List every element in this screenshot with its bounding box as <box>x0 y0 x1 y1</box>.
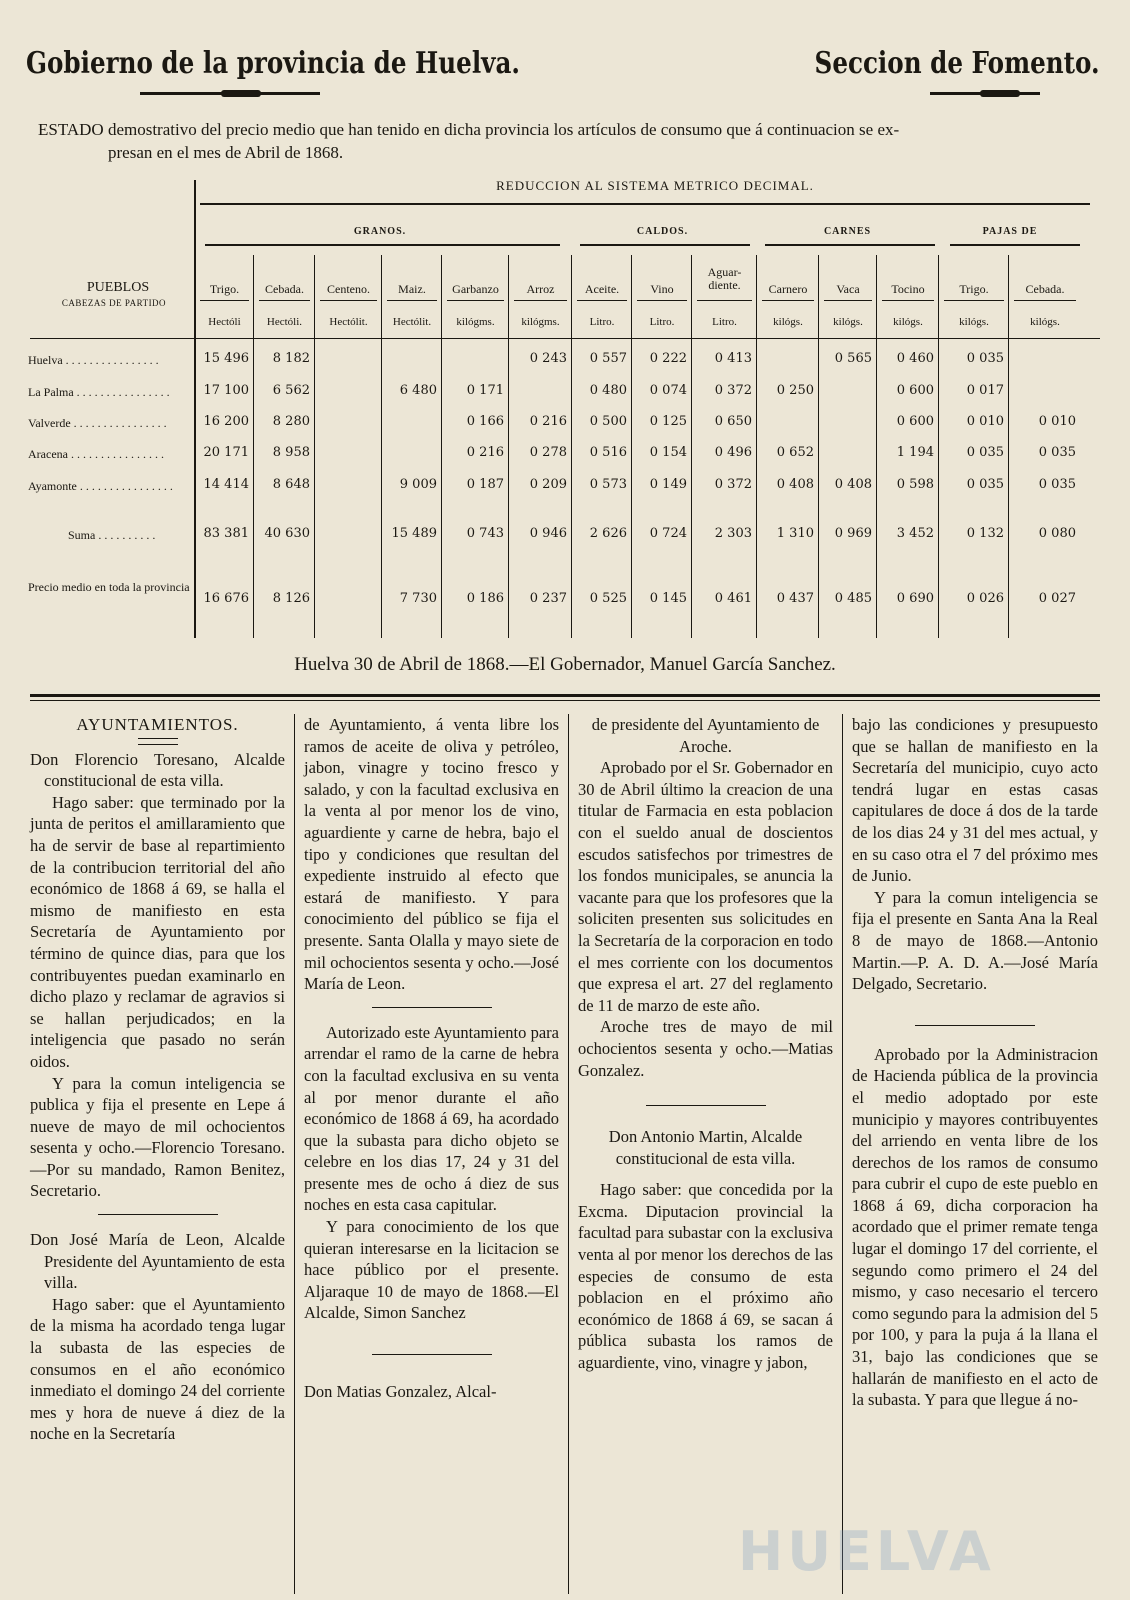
notice-martin-continued: bajo las condiciones y presupuesto que se hallan de manifiesto en la Secretaría del municipio, cuyo acto tendrá lugar en estas casas capitulares de doce á dos de la tarde de los dias 24 y 31 del mes actual, y en su caso otra el 7 del próximo mes de Junio. <box>852 715 1098 886</box>
table-cell: 8 280 <box>272 414 310 429</box>
section-rule-thin <box>30 700 1100 701</box>
column-rule <box>691 255 692 638</box>
column-unit: kilógs. <box>893 316 923 328</box>
group-pajas: PAJAS DE <box>982 226 1038 237</box>
table-cell: 0 525 <box>589 591 627 606</box>
column-header: Aceite. <box>584 282 620 296</box>
table-cell: 0 573 <box>589 477 627 492</box>
table-cell: 0 026 <box>966 591 1004 606</box>
column-unit: kilógs. <box>1030 316 1060 328</box>
column-unit: Litro. <box>712 316 737 328</box>
table-cell: 0 565 <box>834 351 872 366</box>
table-cell: 0 035 <box>1038 477 1076 492</box>
column-rule <box>756 255 757 638</box>
column-unit: Litro. <box>649 316 675 328</box>
table-cell: 14 414 <box>203 477 249 492</box>
table-cell: 0 186 <box>466 591 504 606</box>
notice-aroche-body: Aprobado por el Sr. Gobernador en 30 de Abril último la creacion de una titular de Farmacia en esta poblacion con el sueldo anual de doscientos escudos satisfechos por trimestres de los fondos municipales, se anuncia la vacante para que los profesores que la soliciten presenten sus solicitudes en la Secretaría de la corporacion en todo el mes corriente con los documentos que expresa el art. 27 del reglamento de 11 de marzo de este año. <box>578 758 833 1015</box>
table-cell: 0 154 <box>649 445 687 460</box>
estado-line-1: ESTADO demostrativo del precio medio que han tenido en dicha provincia los artículos de consumo que á continuacion se ex- <box>38 120 900 139</box>
column-rule <box>314 255 315 638</box>
group-granos: GRANOS. <box>353 226 407 237</box>
row-label: Precio medio en toda la provincia <box>28 580 190 594</box>
column-unit: Hectóli. <box>266 316 303 328</box>
column-divider <box>294 714 295 1594</box>
heading-double-rule <box>138 738 178 745</box>
row-label: Aracena . . . . . . . . . . . . . . . . <box>28 447 164 461</box>
column-header: Trigo. <box>209 282 240 296</box>
table-cell: 17 100 <box>203 383 249 398</box>
header-left-title: Gobierno de la provincia de Huelva. <box>26 46 520 81</box>
table-cell: 15 489 <box>391 526 437 541</box>
table-cell: 0 652 <box>776 445 814 460</box>
table-cell: 0 437 <box>776 591 814 606</box>
column-header: Vino <box>650 282 674 296</box>
column-unit: Hectólit. <box>329 316 368 328</box>
table-cell: 0 408 <box>834 477 872 492</box>
notice-hacienda-body: Aprobado por la Administracion de Hacienda pública de la provincia el medio adoptado por este municipio y mayores contribuyentes del arriendo en venta libre de los derechos de los ramos de consumo para cubrir el cupo de este pueblo en 1868 á 69, dicha corporacion ha acordado que el primer remate tenga lugar el domingo 17 del corriente, el segundo como primero el 24 del mismo, y caso necesario el tercero como segundo para la admision del 5 por 100, y para la puja á la llana el 31, bajo las condiciones que se hallarán de manifiesto en el acto de la subasta. Y para que llegue á no- <box>852 1044 1098 1410</box>
notice-toresano-close: Y para la comun inteligencia se publica y fija el presente en Lepe á nueve de mayo de mil ochocientos sesenta y ocho.—Florencio Toresano.—Por su mandado, Ramon Benitez, Secretario. <box>30 1073 285 1201</box>
table-signature: Huelva 30 de Abril de 1868.—El Gobernador, Manuel García Sanchez. <box>294 654 836 675</box>
table-cell: 3 452 <box>896 526 934 541</box>
unit-rule <box>762 300 814 301</box>
notice-martin-title: Don Antonio Martin, Alcalde constitucional de esta villa. <box>608 1127 803 1168</box>
table-cell: 0 516 <box>589 445 627 460</box>
column-unit: kilógs. <box>833 316 863 328</box>
column-unit: Hectóli <box>208 316 241 328</box>
table-cell: 8 648 <box>272 477 310 492</box>
unit-rule <box>637 300 687 301</box>
column-divider <box>568 714 569 1594</box>
ayuntamientos-heading: AYUNTAMIENTOS. <box>76 715 239 734</box>
notice-aroche-close: Aroche tres de mayo de mil ochocientos sesenta y ocho.—Matias Gonzalez. <box>578 1017 833 1080</box>
column-header: Cebada. <box>1025 282 1065 296</box>
table-cell: 0 222 <box>649 351 687 366</box>
column-rule <box>441 255 442 638</box>
table-header-rule <box>30 338 1100 339</box>
group-rule-granos <box>205 244 560 246</box>
table-cell: 0 557 <box>589 351 627 366</box>
table-cell: 0 080 <box>1038 526 1076 541</box>
separator <box>372 1354 492 1355</box>
column-header: Tocino <box>891 282 925 296</box>
header-right-title: Seccion de Fomento. <box>814 46 1100 81</box>
table-cell: 0 074 <box>649 383 687 398</box>
notice-leon-title: Don José María de Leon, Alcalde Presidente del Ayuntamiento de esta villa. <box>30 1230 285 1293</box>
column-header: Trigo. <box>959 282 989 296</box>
table-cell: 0 149 <box>649 477 687 492</box>
group-rule-carnes <box>765 244 935 246</box>
column-header: Maiz. <box>398 282 426 296</box>
table-cell: 0 027 <box>1038 591 1076 606</box>
table-cell: 0 690 <box>896 591 934 606</box>
table-super-header: REDUCCION AL SISTEMA METRICO DECIMAL. <box>496 178 814 193</box>
table-cell: 15 496 <box>203 351 249 366</box>
table-cell: 0 480 <box>589 383 627 398</box>
table-cell: 0 500 <box>589 414 627 429</box>
column-rule <box>631 255 632 638</box>
table-cell: 0 600 <box>896 414 934 429</box>
column-rule <box>508 255 509 638</box>
group-carnes: CARNES <box>823 226 872 237</box>
notice-gonzalez-title-start: Don Matias Gonzalez, Alcal- <box>304 1382 497 1402</box>
table-cell: 0 035 <box>966 351 1004 366</box>
table-cell: 0 413 <box>714 351 752 366</box>
table-cell: 7 730 <box>399 591 437 606</box>
unit-rule <box>1014 300 1076 301</box>
table-cell: 0 010 <box>966 414 1004 429</box>
column-header: Garbanzo <box>452 282 499 296</box>
table-cell: 6 480 <box>399 383 437 398</box>
table-cell: 8 126 <box>272 591 310 606</box>
table-cell: 0 372 <box>714 477 752 492</box>
table-cell: 0 035 <box>1038 445 1076 460</box>
table-cell: 0 278 <box>529 445 567 460</box>
table-cell: 0 946 <box>529 526 567 541</box>
column-header: Centeno. <box>327 282 370 296</box>
table-cell: 83 381 <box>203 526 249 541</box>
table-cell: 2 303 <box>714 526 752 541</box>
column-unit: kilógms. <box>456 316 495 328</box>
table-cell: 8 958 <box>272 445 310 460</box>
notice-gonzalez-title-end: de presidente del Ayuntamiento de Aroche. <box>591 715 820 756</box>
unit-rule <box>697 300 752 301</box>
column-1 <box>30 714 285 1445</box>
table-left-rule <box>194 180 196 638</box>
column-2 <box>304 714 559 1403</box>
section-rule-thick <box>30 694 1100 697</box>
pueblos-header: PUEBLOS <box>86 280 150 295</box>
column-unit: kilógs. <box>959 316 989 328</box>
table-cell: 0 017 <box>966 383 1004 398</box>
column-header: Aguar-diente. <box>707 265 742 292</box>
notice-leon-continued: de Ayuntamiento, á venta libre los ramos de aceite de oliva y petróleo, jabon, vinagre y tocino fresco y salado, y con la facultad exclusiva en la venta al por menor los de vino, aguardiente y carne de hebra, bajo el tipo y condiciones que resultan del expediente instruido al efecto que estará de manifiesto. Y para conocimiento del público se fija el presente. Santa Olalla y mayo siete de mil ochocientos sesenta y ocho.—José María de Leon. <box>304 715 559 994</box>
column-header: Carnero <box>768 282 808 296</box>
table-cell: 0 724 <box>649 526 687 541</box>
row-label: Ayamonte . . . . . . . . . . . . . . . . <box>28 479 173 493</box>
table-cell: 20 171 <box>203 445 249 460</box>
column-unit: kilógs. <box>773 316 803 328</box>
table-cell: 0 209 <box>529 477 567 492</box>
unit-rule <box>259 300 310 301</box>
separator <box>646 1105 766 1106</box>
row-label: Suma . . . . . . . . . . <box>68 528 156 542</box>
separator <box>372 1007 492 1008</box>
unit-rule <box>387 300 437 301</box>
unit-rule <box>577 300 627 301</box>
table-cell: 0 166 <box>466 414 504 429</box>
library-watermark: HUELVA <box>738 1520 995 1583</box>
table-cell: 0 010 <box>1038 414 1076 429</box>
header-ornament-right <box>930 92 1040 95</box>
table-cell: 16 200 <box>203 414 249 429</box>
table-cell: 0 132 <box>966 526 1004 541</box>
column-rule <box>253 255 254 638</box>
table-cell: 0 372 <box>714 383 752 398</box>
unit-rule <box>944 300 1004 301</box>
table-cell: 0 969 <box>834 526 872 541</box>
table-cell: 2 626 <box>589 526 627 541</box>
column-divider <box>842 714 843 1594</box>
separator <box>98 1214 218 1215</box>
unit-rule <box>514 300 567 301</box>
unit-rule <box>824 300 872 301</box>
table-cell: 0 187 <box>466 477 504 492</box>
column-unit: kilógms. <box>521 316 560 328</box>
table-cell: 1 310 <box>776 526 814 541</box>
column-unit: Litro. <box>589 316 615 328</box>
notice-leon-body: Hago saber: que el Ayuntamiento de la misma ha acordado tenga lugar la subasta de las especies de consumos en el año económico inmediato el domingo 24 del corriente mes y hora de nueve á diez de la noche en la Secretaría <box>30 1294 285 1444</box>
notice-toresano-body: Hago saber: que terminado por la junta de peritos el amillaramiento que ha de servir de base al repartimiento de la contribucion territorial del año económico de 1868 á 69, se halla el mismo de manifiesto en esta Secretaría de Ayuntamiento por término de quince dias, para que los contribuyentes puedan examinarlo en dicho plazo y reclamar de agravios si se hallan perjudicados; en la inteligencia que pasado no serán oidos. <box>30 792 285 1071</box>
table-cell: 40 630 <box>264 526 310 541</box>
group-rule-caldos <box>580 244 750 246</box>
notice-aljaraque-body: Autorizado este Ayuntamiento para arrendar el ramo de la carne de hebra con la facultad exclusiva en su venta al por menor durante el año económico de 1868 á 69, ha acordado que la subasta para dicho objeto se celebre en los dias 17, 24 y 31 del presente mes de ocho á diez de sus noches en esta casa capitular. <box>304 1022 559 1215</box>
table-cell: 0 650 <box>714 414 752 429</box>
table-cell: 0 145 <box>649 591 687 606</box>
column-rule <box>1008 255 1009 638</box>
unit-rule <box>447 300 504 301</box>
column-rule <box>571 255 572 638</box>
super-header-rule <box>200 203 1090 205</box>
table-cell: 9 009 <box>399 477 437 492</box>
column-rule <box>938 255 939 638</box>
column-unit: Hectólit. <box>392 316 432 328</box>
table-cell: 0 496 <box>714 445 752 460</box>
table-cell: 1 194 <box>896 445 934 460</box>
column-3 <box>578 714 833 1374</box>
notice-toresano-title: Don Florencio Toresano, Alcalde constitucional de esta villa. <box>30 749 285 791</box>
column-rule <box>381 255 382 638</box>
unit-rule <box>320 300 377 301</box>
table-cell: 0 243 <box>529 351 567 366</box>
table-cell: 0 216 <box>529 414 567 429</box>
header-ornament-left <box>140 92 320 95</box>
table-cell: 16 676 <box>203 591 249 606</box>
table-cell: 0 461 <box>714 591 752 606</box>
table-cell: 0 250 <box>776 383 814 398</box>
row-label: La Palma . . . . . . . . . . . . . . . . <box>28 385 170 399</box>
table-cell: 0 598 <box>896 477 934 492</box>
column-header: Arroz <box>526 282 555 296</box>
unit-rule <box>882 300 934 301</box>
row-label: Huelva . . . . . . . . . . . . . . . . <box>28 353 159 367</box>
row-label: Valverde . . . . . . . . . . . . . . . . <box>28 416 167 430</box>
table-cell: 0 216 <box>466 445 504 460</box>
group-caldos: CALDOS. <box>636 226 689 237</box>
table-cell: 0 485 <box>834 591 872 606</box>
table-cell: 6 562 <box>272 383 310 398</box>
notice-martin-close: Y para la comun inteligencia se fija el presente en Santa Ana la Real 8 de mayo de 1868.—Antonio Martin.—P. A. D. A.—José María Delgado, Secretario. <box>852 887 1098 994</box>
estado-line-2: presan en el mes de Abril de 1868. <box>108 143 344 162</box>
column-header: Vaca <box>836 282 860 296</box>
column-rule <box>818 255 819 638</box>
table-cell: 0 743 <box>466 526 504 541</box>
column-header: Cebada. <box>265 282 304 296</box>
table-cell: 0 460 <box>896 351 934 366</box>
table-cell: 0 237 <box>529 591 567 606</box>
table-cell: 0 408 <box>776 477 814 492</box>
pueblos-subheader: CABEZAS DE PARTIDO <box>61 298 167 308</box>
separator <box>915 1025 1035 1026</box>
table-cell: 0 600 <box>896 383 934 398</box>
table-cell: 0 125 <box>649 414 687 429</box>
column-4 <box>852 714 1098 1411</box>
notice-aljaraque-close: Y para conocimiento de los que quieran interesarse en la licitacion se hace público por el presente. Aljaraque 10 de mayo de 1868.—El Alcalde, Simon Sanchez <box>304 1217 559 1323</box>
notice-martin-body: Hago saber: que concedida por la Excma. Diputacion provincial la facultad para subastar con la exclusiva venta al por menor los derechos de las especies de consumo de esta poblacion en el próximo año económico de 1868 á 69, se sacan á pública subasta los ramos de aguardiente, vino, vinagre y jabon, <box>578 1180 833 1373</box>
group-rule-pajas <box>950 244 1080 246</box>
table-cell: 8 182 <box>272 351 310 366</box>
unit-rule <box>200 300 249 301</box>
column-rule <box>876 255 877 638</box>
table-cell: 0 171 <box>466 383 504 398</box>
table-cell: 0 035 <box>966 445 1004 460</box>
table-cell: 0 035 <box>966 477 1004 492</box>
estado-intro <box>38 118 1098 164</box>
